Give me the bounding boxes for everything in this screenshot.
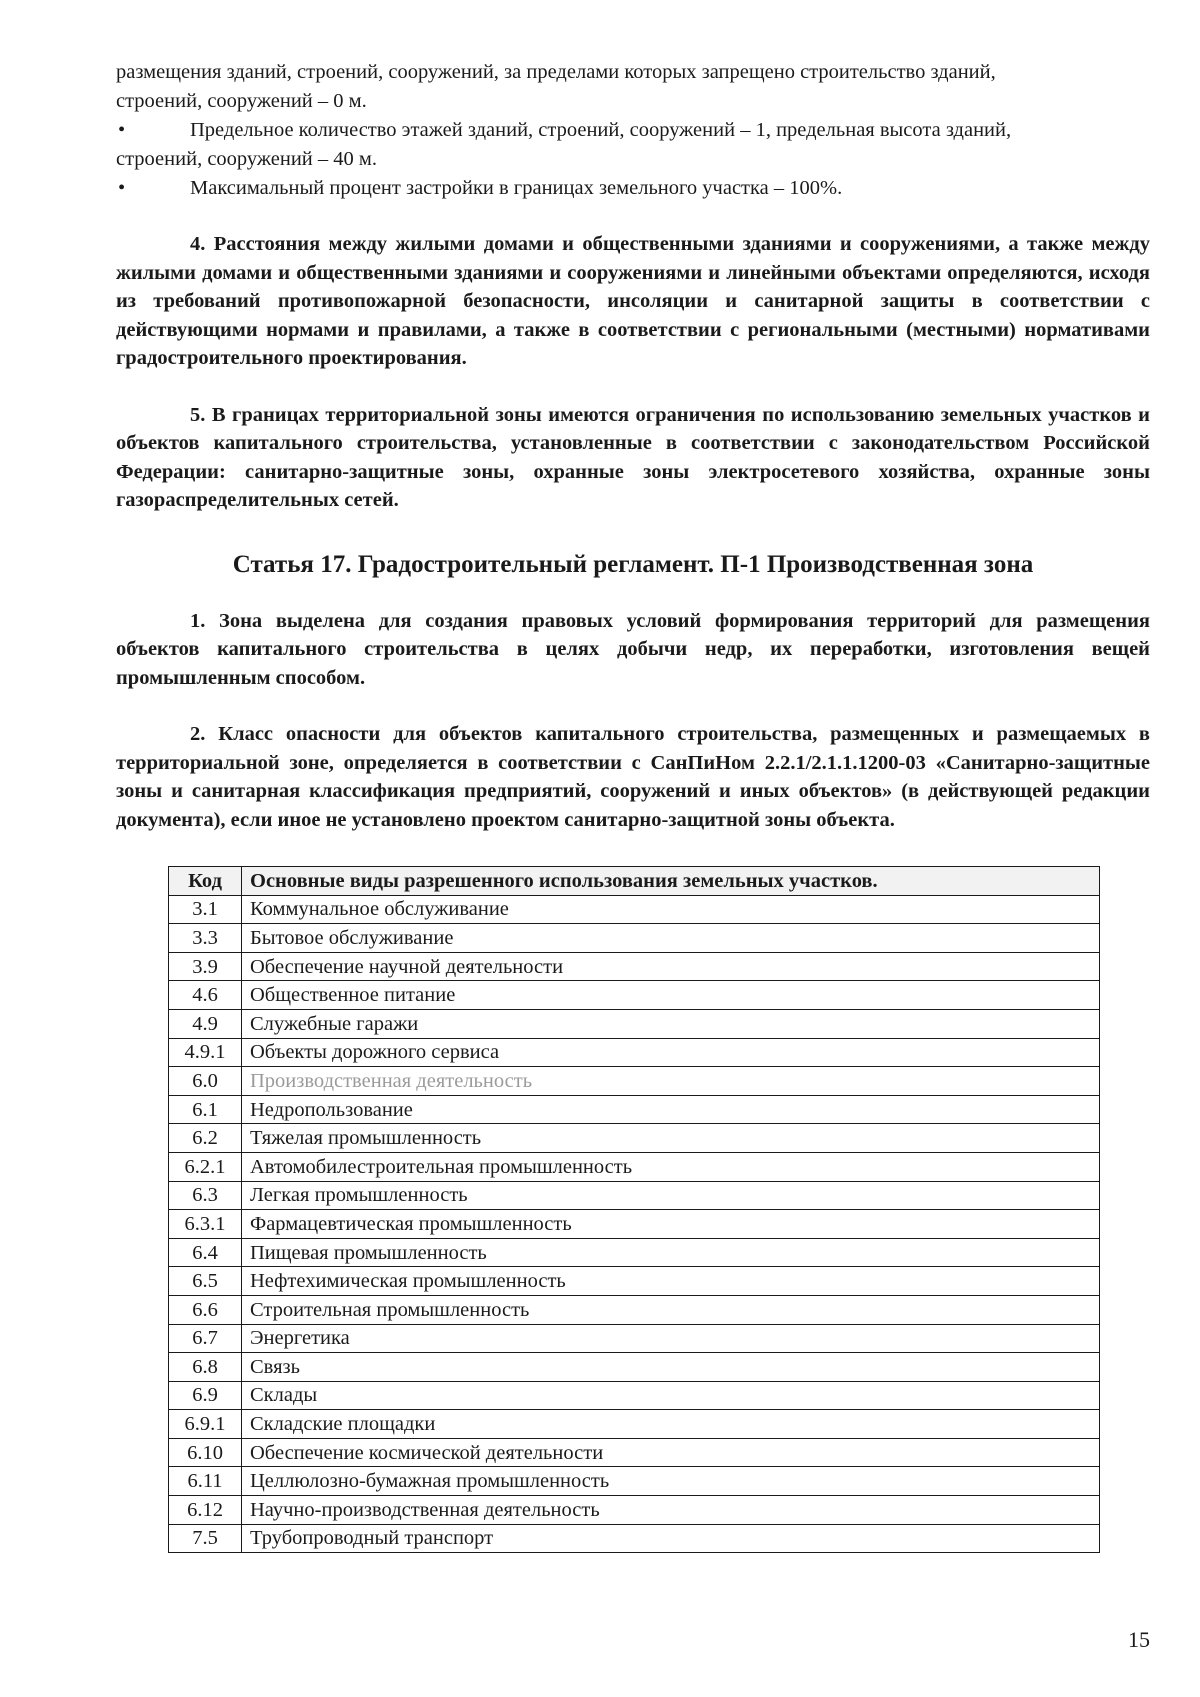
row-description: Автомобилестроительная промышленность xyxy=(242,1152,1100,1181)
row-description: Нефтехимическая промышленность xyxy=(242,1267,1100,1296)
row-code: 6.9.1 xyxy=(169,1410,242,1439)
bullet-item xyxy=(116,116,1150,174)
article-paragraph-1: 1. Зона выделена для создания правовых условий формирования территорий для размещения объектов капитального строительства в целях добычи недр, их переработки, изготовления вещей промышленным способом. xyxy=(116,609,1150,689)
table-row xyxy=(169,1267,1100,1296)
row-code: 6.2.1 xyxy=(169,1152,242,1181)
row-description: Склады xyxy=(242,1381,1100,1410)
table-body xyxy=(169,895,1100,1553)
bullet-text: Предельное количество этажей зданий, строений, сооружений – 1, предельная высота зданий, xyxy=(190,119,1012,141)
row-description: Бытовое обслуживание xyxy=(242,924,1100,953)
table-row xyxy=(169,1438,1100,1467)
row-code: 7.5 xyxy=(169,1524,242,1553)
header-code: Код xyxy=(169,867,242,896)
table-row xyxy=(169,1009,1100,1038)
row-code: 3.1 xyxy=(169,895,242,924)
row-code: 4.9.1 xyxy=(169,1038,242,1067)
table-row xyxy=(169,1524,1100,1553)
bullet-text: Максимальный процент застройки в границах земельного участка – 100%. xyxy=(190,177,843,199)
row-code: 6.1 xyxy=(169,1095,242,1124)
intro-line-1: размещения зданий, строений, сооружений, за пределами которых запрещено строительство зданий, xyxy=(116,61,996,83)
row-description: Складские площадки xyxy=(242,1410,1100,1439)
row-description: Служебные гаражи xyxy=(242,1009,1100,1038)
table-row xyxy=(169,1324,1100,1353)
table-row xyxy=(169,1238,1100,1267)
row-description: Энергетика xyxy=(242,1324,1100,1353)
row-description: Обеспечение космической деятельности xyxy=(242,1438,1100,1467)
table-row xyxy=(169,981,1100,1010)
table-row xyxy=(169,1295,1100,1324)
table-row xyxy=(169,952,1100,981)
page-number: 15 xyxy=(1128,1627,1150,1652)
table-row xyxy=(169,895,1100,924)
row-code: 6.10 xyxy=(169,1438,242,1467)
row-code: 4.9 xyxy=(169,1009,242,1038)
row-code: 6.11 xyxy=(169,1467,242,1496)
table-row xyxy=(169,1067,1100,1096)
row-code: 6.0 xyxy=(169,1067,242,1096)
table-row xyxy=(169,1210,1100,1239)
table-row xyxy=(169,1496,1100,1525)
table-row xyxy=(169,1124,1100,1153)
document-page xyxy=(116,58,1150,1553)
row-code: 4.6 xyxy=(169,981,242,1010)
row-description: Фармацевтическая промышленность xyxy=(242,1210,1100,1239)
row-code: 6.3.1 xyxy=(169,1210,242,1239)
row-code: 6.7 xyxy=(169,1324,242,1353)
row-description: Легкая промышленность xyxy=(242,1181,1100,1210)
row-description: Недропользование xyxy=(242,1095,1100,1124)
table-row xyxy=(169,924,1100,953)
row-description: Производственная деятельность xyxy=(242,1067,1100,1096)
row-description: Обеспечение научной деятельности xyxy=(242,952,1100,981)
row-description: Тяжелая промышленность xyxy=(242,1124,1100,1153)
table-header-row xyxy=(169,867,1100,896)
row-code: 6.6 xyxy=(169,1295,242,1324)
table-row xyxy=(169,1152,1100,1181)
land-use-table xyxy=(168,866,1100,1553)
header-description: Основные виды разрешенного использования земельных участков. xyxy=(242,867,1100,896)
table-row xyxy=(169,1467,1100,1496)
row-code: 3.9 xyxy=(169,952,242,981)
table-row xyxy=(169,1381,1100,1410)
row-code: 6.8 xyxy=(169,1353,242,1382)
row-description: Целлюлозно-бумажная промышленность xyxy=(242,1467,1100,1496)
bullet-dot-icon: • xyxy=(118,119,126,141)
row-code: 3.3 xyxy=(169,924,242,953)
row-description: Трубопроводный транспорт xyxy=(242,1524,1100,1553)
row-code: 6.3 xyxy=(169,1181,242,1210)
table-row xyxy=(169,1095,1100,1124)
row-description: Общественное питание xyxy=(242,981,1100,1010)
table-row xyxy=(169,1353,1100,1382)
row-description: Научно-производственная деятельность xyxy=(242,1496,1100,1525)
intro-line-2: строений, сооружений – 0 м. xyxy=(116,90,367,112)
article-paragraph-2: 2. Класс опасности для объектов капитального строительства, размещенных и размещаемых в территориальной зоне, определяется в соответствии с СанПиНом 2.2.1/2.1.1.1200-03 «Санитарно-защитные зоны и санитарная классификация предприятий, сооружений и иных объектов» (в действующей редакции документа), если иное не установлено проектом санитарно-защитной зоны объекта. xyxy=(116,723,1150,831)
bullet-text-continued: строений, сооружений – 40 м. xyxy=(116,148,378,170)
row-description: Объекты дорожного сервиса xyxy=(242,1038,1100,1067)
row-code: 6.5 xyxy=(169,1267,242,1296)
row-description: Коммунальное обслуживание xyxy=(242,895,1100,924)
row-code: 6.2 xyxy=(169,1124,242,1153)
paragraph-4: 4. Расстояния между жилыми домами и общественными зданиями и сооружениями, а также между жилыми домами и общественными зданиями и сооружениями и линейными объектами определяются, исходя из требований противопожарной безопасности, инсоляции и санитарной защиты в соответствии с действующими нормами и правилами, а также в соответствии с региональными (местными) нормативами градостроительного проектирования. xyxy=(116,233,1150,369)
row-description: Строительная промышленность xyxy=(242,1295,1100,1324)
row-description: Пищевая промышленность xyxy=(242,1238,1100,1267)
row-description: Связь xyxy=(242,1353,1100,1382)
paragraph-5: 5. В границах территориальной зоны имеются ограничения по использованию земельных участков и объектов капитального строительства, установленные в соответствии с законодательством Российской Федерации: санитарно-защитные зоны, охранные зоны электросетевого хозяйства, охранные зоны газораспределительных сетей. xyxy=(116,403,1150,511)
row-code: 6.4 xyxy=(169,1238,242,1267)
article-title: Статья 17. Градостроительный регламент. П-1 Производственная зона xyxy=(232,550,1034,578)
bullet-item xyxy=(116,174,1150,203)
bullet-dot-icon: • xyxy=(118,177,126,199)
row-code: 6.9 xyxy=(169,1381,242,1410)
table-row xyxy=(169,1410,1100,1439)
table-row xyxy=(169,1181,1100,1210)
row-code: 6.12 xyxy=(169,1496,242,1525)
table-row xyxy=(169,1038,1100,1067)
